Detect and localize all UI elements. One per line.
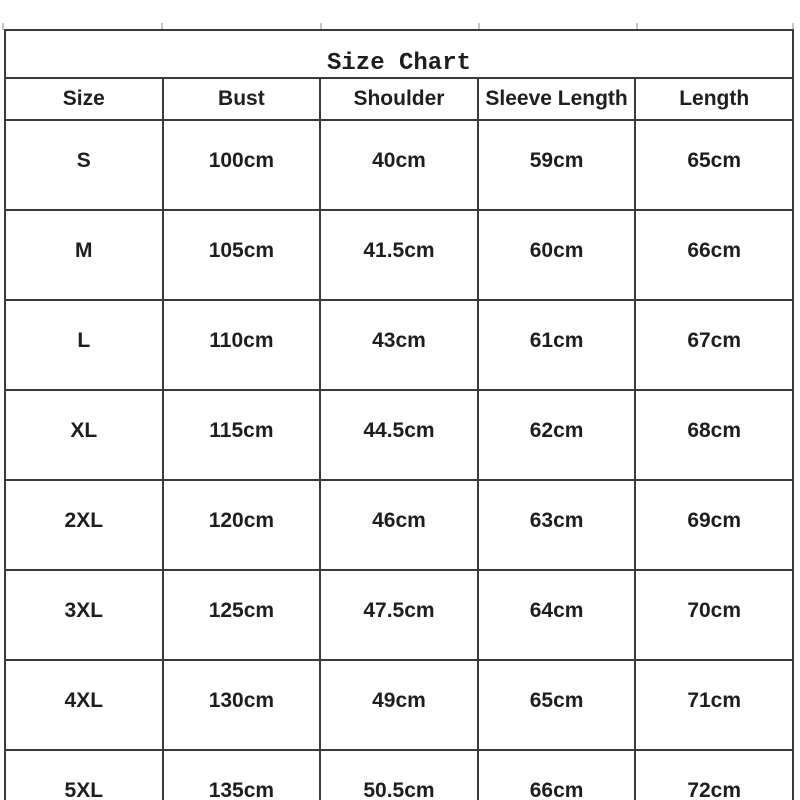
measurement-cell: 46cm bbox=[320, 480, 478, 570]
table-row bbox=[5, 480, 793, 570]
measurement-cell: 63cm bbox=[478, 480, 636, 570]
size-cell: 3XL bbox=[5, 570, 163, 660]
header-row bbox=[5, 78, 793, 120]
measurement-cell: 125cm bbox=[163, 570, 321, 660]
measurement-cell: 61cm bbox=[478, 300, 636, 390]
table-row bbox=[5, 210, 793, 300]
table-row bbox=[5, 300, 793, 390]
column-header-length: Length bbox=[635, 78, 793, 120]
measurement-cell: 66cm bbox=[635, 210, 793, 300]
measurement-cell: 69cm bbox=[635, 480, 793, 570]
size-cell: 4XL bbox=[5, 660, 163, 750]
measurement-cell: 130cm bbox=[163, 660, 321, 750]
measurement-cell: 43cm bbox=[320, 300, 478, 390]
measurement-cell: 120cm bbox=[163, 480, 321, 570]
size-cell: XL bbox=[5, 390, 163, 480]
size-cell: L bbox=[5, 300, 163, 390]
title-row bbox=[5, 30, 793, 78]
measurement-cell: 65cm bbox=[635, 120, 793, 210]
table-row bbox=[5, 570, 793, 660]
measurement-cell: 65cm bbox=[478, 660, 636, 750]
size-cell: 2XL bbox=[5, 480, 163, 570]
measurement-cell: 110cm bbox=[163, 300, 321, 390]
column-header-shoulder: Shoulder bbox=[320, 78, 478, 120]
measurement-cell: 47.5cm bbox=[320, 570, 478, 660]
column-header-sleeve-length: Sleeve Length bbox=[478, 78, 636, 120]
measurement-cell: 49cm bbox=[320, 660, 478, 750]
measurement-cell: 115cm bbox=[163, 390, 321, 480]
measurement-cell: 41.5cm bbox=[320, 210, 478, 300]
measurement-cell: 68cm bbox=[635, 390, 793, 480]
measurement-cell: 40cm bbox=[320, 120, 478, 210]
measurement-cell: 62cm bbox=[478, 390, 636, 480]
measurement-cell: 135cm bbox=[163, 750, 321, 800]
measurement-cell: 44.5cm bbox=[320, 390, 478, 480]
measurement-cell: 71cm bbox=[635, 660, 793, 750]
column-header-size: Size bbox=[5, 78, 163, 120]
measurement-cell: 70cm bbox=[635, 570, 793, 660]
measurement-cell: 105cm bbox=[163, 210, 321, 300]
table-row bbox=[5, 750, 793, 800]
table-row bbox=[5, 660, 793, 750]
measurement-cell: 59cm bbox=[478, 120, 636, 210]
size-cell: 5XL bbox=[5, 750, 163, 800]
table-row bbox=[5, 390, 793, 480]
table-body bbox=[5, 120, 793, 800]
measurement-cell: 100cm bbox=[163, 120, 321, 210]
measurement-cell: 72cm bbox=[635, 750, 793, 800]
table-row bbox=[5, 120, 793, 210]
measurement-cell: 50.5cm bbox=[320, 750, 478, 800]
measurement-cell: 60cm bbox=[478, 210, 636, 300]
column-header-bust: Bust bbox=[163, 78, 321, 120]
size-cell: S bbox=[5, 120, 163, 210]
measurement-cell: 64cm bbox=[478, 570, 636, 660]
measurement-cell: 67cm bbox=[635, 300, 793, 390]
size-chart-table bbox=[4, 29, 794, 800]
size-cell: M bbox=[5, 210, 163, 300]
measurement-cell: 66cm bbox=[478, 750, 636, 800]
chart-title: Size Chart bbox=[5, 30, 793, 78]
